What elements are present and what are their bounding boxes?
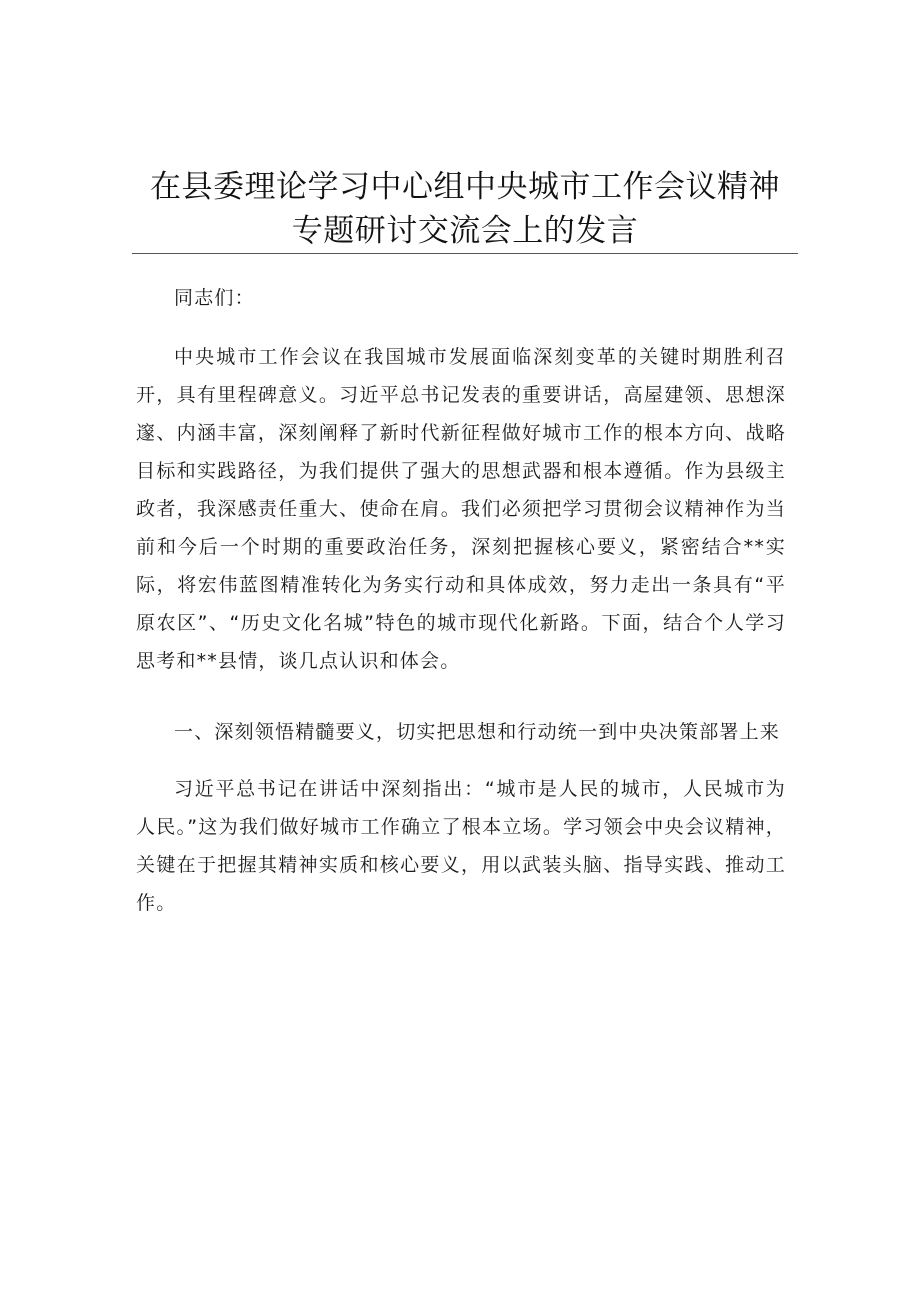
opening-paragraph: 中央城市工作会议在我国城市发展面临深刻变革的关键时期胜利召开，具有里程碑意义。习近平总书记发表的重要讲话，高屋建领、思想深邃、内涵丰富，深刻阐释了新时代新征程做好城市工作的根本方向、战略目标和实践路径，为我们提供了强大的思想武器和根本遵循。作为县级主政者，我深感责任重大、使命在肩。我们必须把学习贯彻会议精神作为当前和今后一个时期的重要政治任务，深刻把握核心要义，紧密结合**实际，将宏伟蓝图精准转化为务实行动和具体成效，努力走出一条具有“平原农区”、“历史文化名城”特色的城市现代化新路。下面，结合个人学习思考和**县情，谈几点认识和体会。 — [136, 346, 786, 672]
title-line-2: 专题研讨交流会上的发言 — [291, 213, 639, 249]
title-divider — [132, 253, 798, 254]
section-1-heading: 一、深刻领悟精髓要义，切实把思想和行动统一到中央决策部署上来 — [174, 721, 781, 743]
document-title — [132, 165, 798, 253]
title-line-1: 在县委理论学习中心组中央城市工作会议精神 — [150, 169, 780, 205]
salutation: 同志们： — [174, 287, 255, 309]
section-1-paragraph: 习近平总书记在讲话中深刻指出：“城市是人民的城市，人民城市为人民。”这为我们做好城市工作确立了根本立场。学习领会中央会议精神，关键在于把握其精神实质和核心要义，用以武装头脑、指导实践、推动工作。 — [136, 778, 786, 914]
